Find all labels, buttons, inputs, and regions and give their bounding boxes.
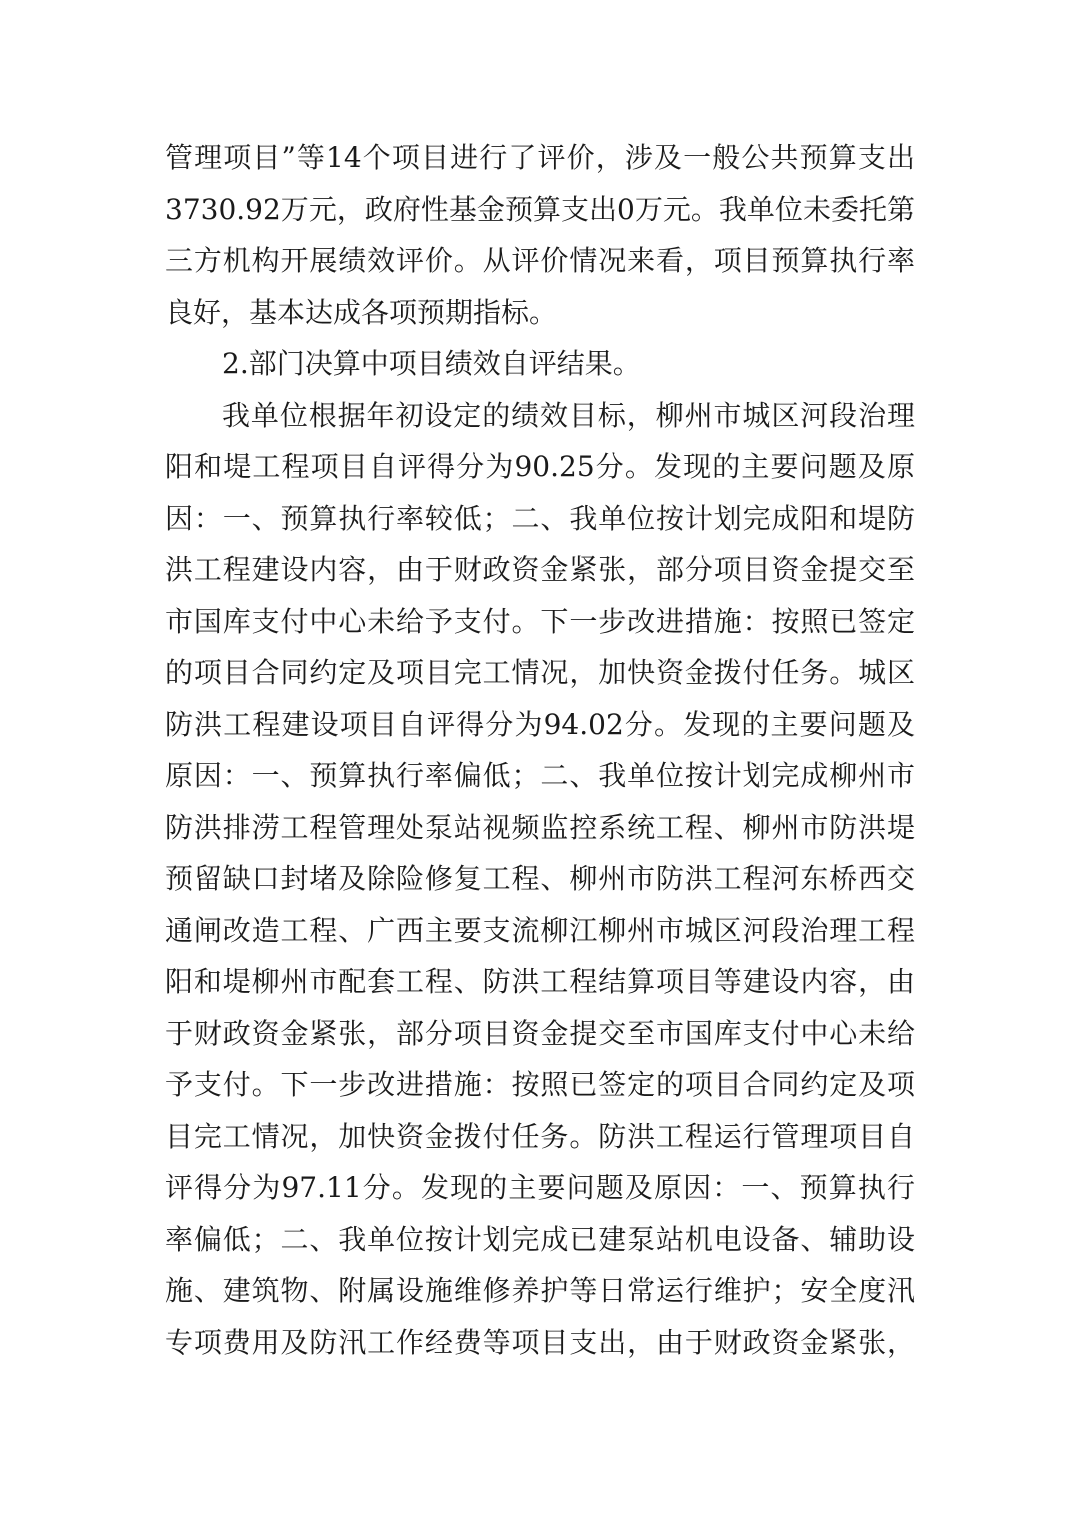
- text-line: 良好，基本达成各项预期指标。: [165, 295, 558, 329]
- text-line: 市国库支付中心未给予支付。下一步改进措施：按照已签定: [165, 604, 915, 638]
- text-line: 的项目合同约定及项目完工情况，加快资金拨付任务。城区: [165, 656, 915, 689]
- text-line: 管理项目”等14个项目进行了评价，涉及一般公共预算支出: [165, 141, 915, 174]
- text-line: 3730.92万元，政府性基金预算支出0万元。我单位未委托第: [165, 192, 915, 226]
- text-line: 三方机构开展绩效评价。从评价情况来看，项目预算执行率: [165, 244, 915, 277]
- text-line: 防洪排涝工程管理处泵站视频监控系统工程、柳州市防洪堤: [165, 810, 915, 844]
- text-line: 预留缺口封堵及除险修复工程、柳州市防洪工程河东桥西交: [165, 862, 915, 895]
- text-line: 予支付。下一步改进措施：按照已签定的项目合同约定及项: [165, 1068, 915, 1101]
- text-line: 施、建筑物、附属设施维修养护等日常运行维护；安全度汛: [165, 1274, 915, 1307]
- text-line: 专项费用及防汛工作经费等项目支出，由于财政资金紧张，: [165, 1325, 915, 1359]
- text-line: 于财政资金紧张，部分项目资金提交至市国库支付中心未给: [165, 1016, 915, 1050]
- body-text: [165, 132, 915, 1368]
- text-line: 评得分为97.11分。发现的主要问题及原因：一、预算执行: [165, 1171, 915, 1204]
- text-line: 阳和堤柳州市配套工程、防洪工程结算项目等建设内容，由: [165, 965, 915, 998]
- text-line: 阳和堤工程项目自评得分为90.25分。发现的主要问题及原: [165, 450, 915, 483]
- text-line: 洪工程建设内容，由于财政资金紧张，部分项目资金提交至: [165, 553, 915, 586]
- text-line: 2.部门决算中项目绩效自评结果。: [222, 347, 641, 380]
- text-line: 率偏低；二、我单位按计划完成已建泵站机电设备、辅助设: [165, 1222, 915, 1256]
- text-line: 目完工情况，加快资金拨付任务。防洪工程运行管理项目自: [165, 1119, 915, 1153]
- text-line: 因：一、预算执行率较低；二、我单位按计划完成阳和堤防: [165, 501, 915, 535]
- text-line: 原因：一、预算执行率偏低；二、我单位按计划完成柳州市: [165, 759, 915, 792]
- text-line: 通闸改造工程、广西主要支流柳江柳州市城区河段治理工程: [165, 913, 915, 947]
- text-line: 防洪工程建设项目自评得分为94.02分。发现的主要问题及: [165, 707, 915, 741]
- text-line: 我单位根据年初设定的绩效目标，柳州市城区河段治理: [222, 398, 915, 432]
